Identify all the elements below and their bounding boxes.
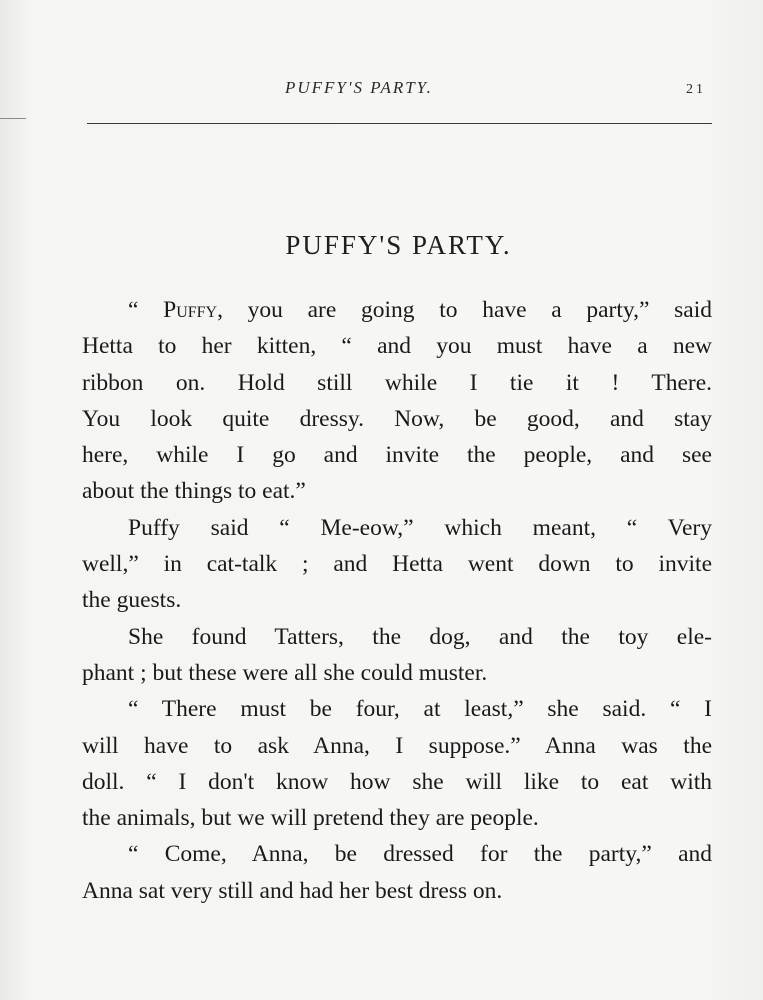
text-line: will have to ask Anna, I suppose.” Anna was the [82, 732, 712, 759]
text-line: “ Come, Anna, be dressed for the party,” and [128, 841, 712, 868]
chapter-title: PUFFY'S PARTY. [285, 230, 512, 260]
text-line: She found Tatters, the dog, and the toy ele- [128, 623, 712, 650]
text-line: Hetta to her kitten, “ and you must have a new [82, 333, 712, 360]
text-line: about the things to eat.” [82, 478, 306, 505]
header-rule [87, 123, 712, 124]
text-line: the animals, but we will pretend they are people. [82, 805, 539, 832]
text-line: You look quite dressy. Now, be good, and stay [82, 405, 712, 432]
running-title: PUFFY'S PARTY. [285, 78, 433, 97]
text-line: the guests. [82, 587, 182, 614]
text-line-opening-quote: “ [128, 297, 164, 323]
text-line: ribbon on. Hold still while I tie it ! There. [82, 369, 712, 396]
text-line: Puffy said “ Me-eow,” which meant, “ Very [128, 514, 712, 541]
text-line [82, 292, 712, 328]
text-line: phant ; but these were all she could muster. [82, 659, 488, 686]
running-head [0, 78, 763, 104]
page-number: 21 [686, 82, 706, 97]
margin-mark [0, 118, 26, 119]
text-line: Anna sat very still and had her best dress on. [82, 877, 503, 904]
text-line: here, while I go and invite the people, and see [82, 442, 712, 469]
text-line: “ There must be four, at least,” she said. “ I [128, 696, 712, 723]
text-line-rest: , you are going to have a party,” said [217, 297, 712, 323]
text-line: doll. “ I don't know how she will like to eat with [82, 768, 712, 795]
small-caps-name: Puffy [163, 297, 218, 323]
text-line: well,” in cat-talk ; and Hetta went down to invite [82, 551, 712, 578]
body-text [82, 292, 712, 909]
